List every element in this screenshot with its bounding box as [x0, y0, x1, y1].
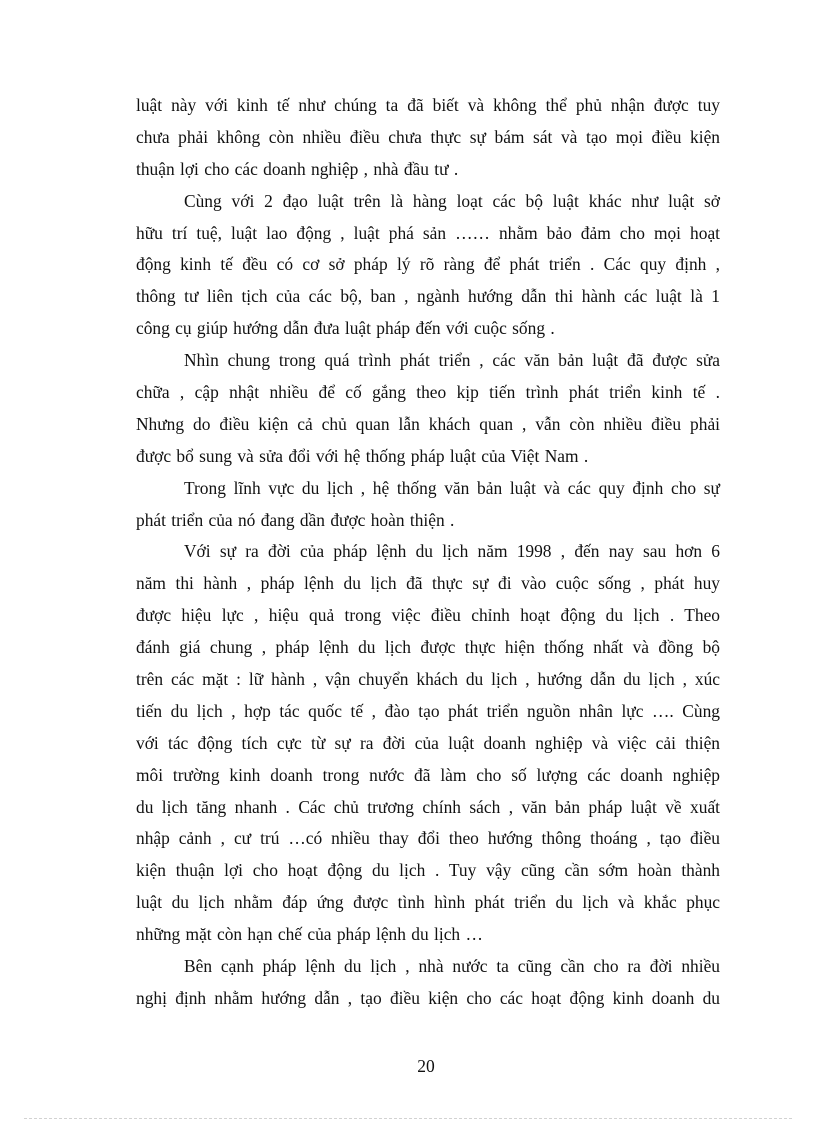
page-number: 20 — [417, 1056, 435, 1076]
text-line: chữa , cập nhật nhiều để cố gắng theo kịp tiến trình phát triển kinh tế . — [136, 382, 720, 403]
text-line: động kinh tế đều có cơ sở pháp lý rõ ràng để phát triển . Các quy định , — [136, 254, 720, 275]
text-line: được hiệu lực , hiệu quả trong việc điều chỉnh hoạt động du lịch . Theo — [136, 605, 720, 626]
text-line: trên các mặt : lữ hành , vận chuyển khách du lịch , hướng dẫn du lịch , xúc — [136, 669, 720, 690]
body-text — [136, 90, 720, 1015]
text-line: Với sự ra đời của pháp lệnh du lịch năm 1998 , đến nay sau hơn 6 — [184, 541, 720, 562]
text-line: kiện thuận lợi cho hoạt động du lịch . Tuy vậy cũng cần sớm hoàn thành — [136, 860, 720, 881]
text-line: du lịch tăng nhanh . Các chủ trương chính sách , văn bản pháp luật về xuất — [136, 796, 720, 817]
text-line: Bên cạnh pháp lệnh du lịch , nhà nước ta cũng cần cho ra đời nhiều — [184, 956, 720, 977]
text-line: đánh giá chung , pháp lệnh du lịch được thực hiện thống nhất và đồng bộ — [136, 637, 720, 658]
text-line: phát triển của nó đang dần được hoàn thiện . — [136, 509, 455, 530]
text-line: Nhìn chung trong quá trình phát triển , các văn bản luật đã được sửa — [184, 350, 720, 371]
text-line: tiến du lịch , hợp tác quốc tế , đào tạo phát triển nguồn nhân lực …. Cùng — [136, 700, 720, 721]
text-line: hữu trí tuệ, luật lao động , luật phá sản …… nhằm bảo đảm cho mọi hoạt — [136, 222, 720, 243]
text-line: chưa phải không còn nhiều điều chưa thực sự bám sát và tạo mọi điều kiện — [136, 126, 720, 147]
text-line: Trong lĩnh vực du lịch , hệ thống văn bản luật và các quy định cho sự — [184, 477, 720, 498]
text-line: nghị định nhằm hướng dẫn , tạo điều kiện cho các hoạt động kinh doanh du — [136, 987, 720, 1008]
text-line: năm thi hành , pháp lệnh du lịch đã thực sự đi vào cuộc sống , phát huy — [136, 573, 720, 594]
text-line: Cùng với 2 đạo luật trên là hàng loạt các bộ luật khác như luật sở — [184, 190, 720, 211]
text-line: được bổ sung và sửa đổi với hệ thống pháp luật của Việt Nam . — [136, 445, 589, 466]
text-line: thuận lợi cho các doanh nghiệp , nhà đầu tư . — [136, 158, 459, 179]
text-line: công cụ giúp hướng dẫn đưa luật pháp đến với cuộc sống . — [136, 318, 555, 339]
text-line: luật này với kinh tế như chúng ta đã biết và không thể phủ nhận được tuy — [136, 95, 720, 115]
text-line: với tác động tích cực từ sự ra đời của luật doanh nghiệp và việc cải thiện — [136, 732, 720, 753]
text-line: thông tư liên tịch của các bộ, ban , ngành hướng dẫn thi hành các luật là 1 — [136, 286, 720, 307]
text-line: luật du lịch nhằm đáp ứng được tình hình phát triển du lịch và khắc phục — [136, 892, 720, 913]
page-bottom-divider — [24, 1118, 792, 1119]
text-line: môi trường kinh doanh trong nước đã làm cho số lượng các doanh nghiệp — [136, 764, 720, 785]
text-line: Nhưng do điều kiện cả chủ quan lẫn khách quan , vẫn còn nhiều điều phải — [136, 413, 720, 434]
text-line: những mặt còn hạn chế của pháp lệnh du lịch … — [136, 924, 483, 945]
text-line: nhập cảnh , cư trú …có nhiều thay đổi theo hướng thông thoáng , tạo điều — [136, 828, 720, 849]
